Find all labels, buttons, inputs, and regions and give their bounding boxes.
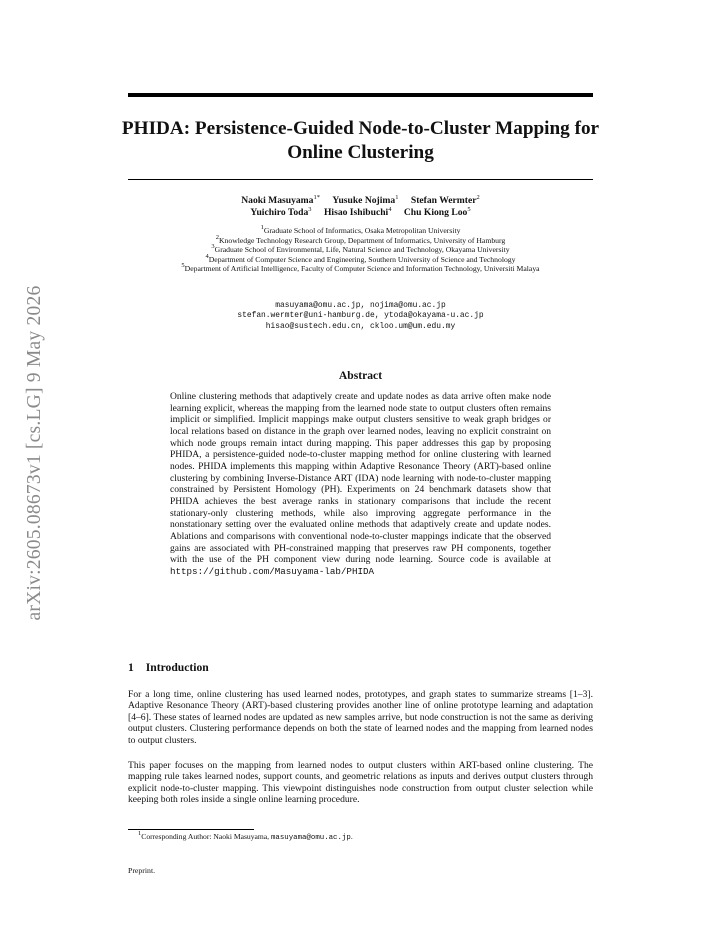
arxiv-identifier: arXiv:2605.08673v1 [cs.LG] 9 May 2026 (24, 285, 45, 621)
abstract-body (170, 391, 551, 578)
footnote-rule (128, 829, 254, 830)
email-block (128, 301, 593, 332)
paper-title: PHIDA: Persistence-Guided Node-to-Cluster Mapping for Online Clustering (121, 118, 600, 163)
source-code-link[interactable]: https://github.com/Masuyama-lab/PHIDA (170, 565, 374, 577)
email-line[interactable]: hisao@sustech.edu.cn, ckloo.um@um.edu.my (265, 321, 456, 331)
author-block (128, 195, 593, 218)
author: Hisao Ishibuchi$^4$ (323, 205, 392, 218)
section-title: Introduction (145, 661, 209, 674)
author: Stefan Wermter$^2$ (410, 194, 480, 206)
affiliation: $^3$Graduate School of Environmental, Life, Natural Science and Technology, Okayama University (211, 243, 510, 255)
affiliation: $^5$Department of Artificial Intelligence, Faculty of Computer Science and Information Technology, Universiti Malaya (181, 262, 540, 274)
author: Yuichiro Toda$^3$ (250, 205, 312, 218)
author: Chu Kiong Loo$^5$ (403, 205, 471, 218)
affiliation: $^1$Graduate School of Informatics, Osaka Metropolitan University (260, 224, 461, 235)
title-bottom-rule (128, 179, 593, 180)
section-number: 1 (128, 661, 134, 674)
author: Naoki Masuyama$^{1*}$ (241, 194, 320, 206)
abstract-text: Online clustering methods that adaptively create and update nodes as data arrive often make node learning explicit, whereas the mapping from the learned node state to output clusters often remains implicit or simplified. Implicit mappings make output clusters sensitive to weak graph bridges or local relations based on distance in the graph over learned nodes, leaving no explicit constraint on which node groups remain intact during mapping. This paper addresses this gap by proposing PHIDA, a persistence-guided node-to-cluster mapping method for online clustering with learned nodes. PHIDA implements this mapping within Adaptive Resonance Theory (ART)-based online clustering by combining Inverse-Distance ART (IDA) node learning with node-to-cluster mapping constrained by Persistent Homology (PH). Experiments on 24 benchmark datasets show that PHIDA achieves the best average ranks in stationary comparisons that include the recent stationary-only clustering methods, while also improving aggregate performance in the nonstationary setting over the evaluated online methods that adaptively create and update nodes. Ablations and comparisons with conventional node-to-cluster mappings indicate that the observed gains are associated with PH-constrained mapping that preserves raw PH components, together with the use of the PH component view during node learning. Source code is available at (170, 391, 551, 566)
author-row-1 (128, 195, 593, 207)
affiliation: $^4$Department of Computer Science and Engineering, Southern University of Science and Technology (205, 252, 516, 264)
intro-paragraph-1: For a long time, online clustering has used learned nodes, prototypes, and graph states to summarize streams [1–3]. Adaptive Resonance Theory (ART)-based clustering provides another line of online prototype learning and adaptation [4–6]. These states of learned nodes are updated as new samples arrive, but node construction is not the same as deriving output clusters. Clustering performance depends on both the state of learned nodes and the mapping from learned nodes to output clusters. (128, 689, 593, 746)
section-heading (128, 661, 209, 674)
abstract-heading: Abstract (338, 369, 383, 382)
intro-paragraph-2: This paper focuses on the mapping from learned nodes to output clusters within ART-based online clustering. The mapping rule takes learned nodes, support counts, and geometric relations as inputs and derives output clusters through explicit node-to-cluster mapping. This viewpoint distinguishes node construction from output cluster selection while keeping both roles inside a single online learning procedure. (128, 760, 593, 806)
affiliation: $^2$Knowledge Technology Research Group, Department of Informatics, University of Hamburg (215, 233, 506, 245)
preprint-label: Preprint. (128, 866, 156, 875)
email-line[interactable]: masuyama@omu.ac.jp, nojima@omu.ac.jp (275, 301, 446, 310)
affiliations (128, 226, 593, 274)
email-line[interactable]: stefan.wermter@uni-hamburg.de, ytoda@okayama-u.ac.jp (237, 311, 484, 321)
author: Yusuke Nojima$^1$ (332, 194, 399, 206)
footnote-email[interactable]: masuyama@omu.ac.jp (270, 834, 351, 842)
author-row-2 (128, 207, 593, 219)
title-top-rule (128, 93, 593, 97)
footnote: $^1$Corresponding Author: Naoki Masuyama, masuyama@omu.ac.jp. (138, 830, 353, 842)
